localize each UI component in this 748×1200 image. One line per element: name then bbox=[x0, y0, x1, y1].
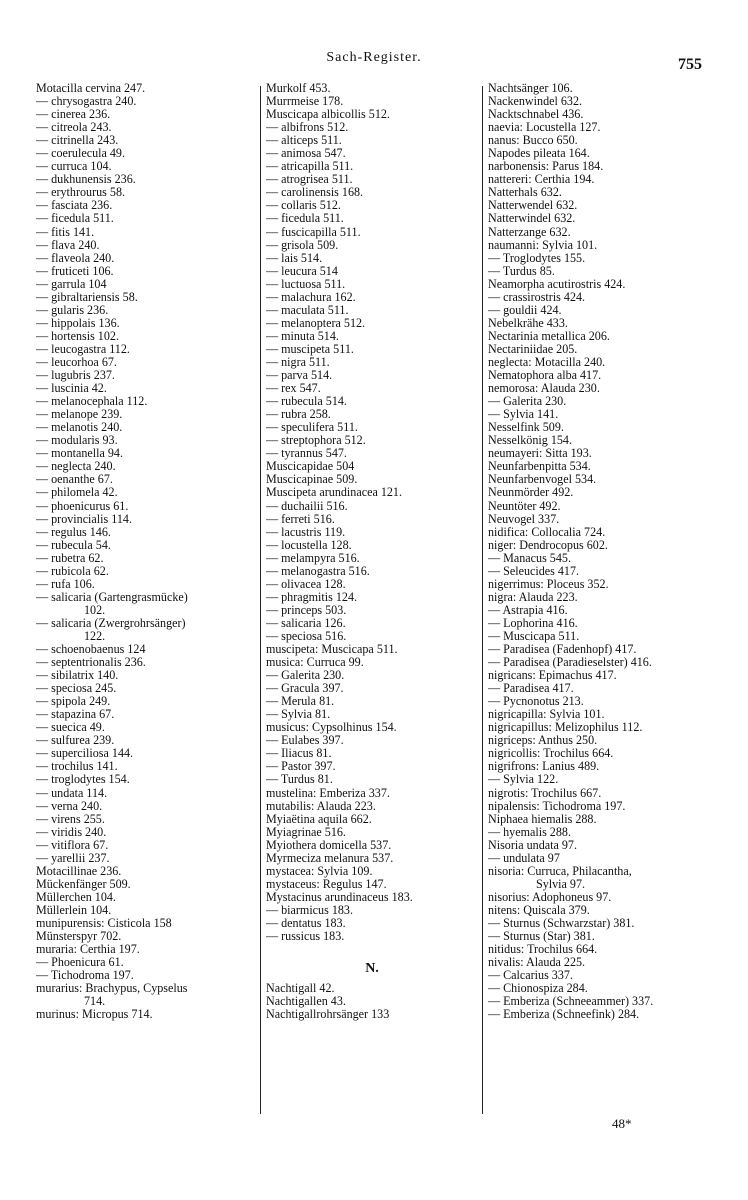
index-entry: — fasciata 236. bbox=[36, 198, 113, 213]
index-column-3 bbox=[488, 82, 716, 1021]
index-entry: nemorosa: Alauda 230. bbox=[488, 381, 600, 396]
index-entry: mystacea: Sylvia 109. bbox=[266, 863, 373, 878]
index-entry: nigricapilla: Sylvia 101. bbox=[488, 707, 605, 722]
page-number: 755 bbox=[678, 56, 702, 73]
index-entry: — minuta 514. bbox=[266, 328, 339, 343]
index-entry: mutabilis: Alauda 223. bbox=[266, 798, 376, 813]
index-entry: — Manacus 545. bbox=[488, 550, 571, 565]
index-entry: — Seleucides 417. bbox=[488, 563, 580, 578]
index-entry: — melanocephala 112. bbox=[36, 394, 148, 409]
index-entry: — citreola 243. bbox=[36, 120, 112, 135]
index-entry: — Merula 81. bbox=[266, 694, 335, 709]
index-entry: — Sylvia 81. bbox=[266, 707, 331, 722]
index-entry: — Galerita 230. bbox=[266, 668, 345, 683]
index-entry: Murrmeise 178. bbox=[266, 94, 344, 109]
index-entry: Muscipeta arundinacea 121. bbox=[266, 485, 403, 500]
index-entry: nidifica: Collocalia 724. bbox=[488, 524, 606, 539]
index-entry: — septentrionalis 236. bbox=[36, 655, 146, 670]
index-column-2 bbox=[266, 82, 478, 1021]
index-entry: 102. bbox=[84, 602, 106, 617]
index-entry: muscipeta: Muscicapa 511. bbox=[266, 642, 398, 657]
index-entry: murarius: Brachypus, Cypselus bbox=[36, 981, 188, 996]
index-entry: Münsterspyr 702. bbox=[36, 929, 122, 944]
index-entry: — duchailii 516. bbox=[266, 498, 348, 513]
index-entry: — crassirostris 424. bbox=[488, 289, 586, 304]
index-entry: — virens 255. bbox=[36, 811, 105, 826]
index-entry: — alticeps 511. bbox=[266, 133, 342, 148]
index-entry: — streptophora 512. bbox=[266, 433, 366, 448]
index-entry: — locustella 128. bbox=[266, 537, 352, 552]
index-entry: — Pastor 397. bbox=[266, 759, 336, 774]
column-divider bbox=[260, 86, 261, 1114]
index-entry: — citrinella 243. bbox=[36, 133, 119, 148]
index-entry: — ferreti 516. bbox=[266, 511, 335, 526]
spacer bbox=[266, 943, 478, 956]
index-entry: — dentatus 183. bbox=[266, 916, 346, 930]
index-entry: — atrogrisea 511. bbox=[266, 172, 353, 187]
index-entry: narbonensis: Parus 184. bbox=[488, 159, 604, 174]
index-entry: Nesselfink 509. bbox=[488, 420, 564, 435]
index-entry: Natterwendel 632. bbox=[488, 198, 578, 213]
index-entry: Neunfarbenvogel 534. bbox=[488, 472, 597, 487]
index-entry: Natterzange 632. bbox=[488, 224, 571, 239]
index-entry: muraria: Certhia 197. bbox=[36, 942, 140, 957]
index-entry: — hyemalis 288. bbox=[488, 824, 571, 839]
index-entry: — rubecula 514. bbox=[266, 394, 347, 409]
index-entry: Nacktschnabel 436. bbox=[488, 107, 584, 122]
index-entry: — collaris 512. bbox=[266, 198, 341, 213]
index-entry: Murkolf 453. bbox=[266, 82, 331, 95]
index-entry: — parva 514. bbox=[266, 368, 333, 383]
index-entry: — luctuosa 511. bbox=[266, 276, 346, 291]
index-entry: Mückenfänger 509. bbox=[36, 876, 131, 891]
index-entry: — grisola 509. bbox=[266, 237, 339, 252]
index-entry: naevia: Locustella 127. bbox=[488, 120, 601, 135]
index-entry: — lugubris 237. bbox=[36, 368, 115, 383]
index-entry: — speciosa 245. bbox=[36, 681, 117, 696]
index-entry: neglecta: Motacilla 240. bbox=[488, 354, 606, 369]
index-entry: — spipola 249. bbox=[36, 694, 111, 709]
index-entry: — Galerita 230. bbox=[488, 394, 567, 409]
index-entry: — speculifera 511. bbox=[266, 420, 358, 435]
index-entry: Myiagrinae 516. bbox=[266, 824, 346, 839]
index-entry: — salicaria (Zwergrohrsänger) bbox=[36, 615, 186, 630]
index-entry: 714. bbox=[84, 994, 106, 1009]
index-entry: Müllerlein 104. bbox=[36, 902, 112, 917]
index-entry: Nectarinia metallica 206. bbox=[488, 328, 610, 343]
index-entry: — sibilatrix 140. bbox=[36, 668, 119, 683]
index-entry: Nachtigallrohrsänger 133 bbox=[266, 1007, 390, 1022]
index-entry: — Sylvia 122. bbox=[488, 772, 559, 787]
index-entry: — Sturnus (Star) 381. bbox=[488, 929, 595, 944]
index-entry: Muscicapidae 504 bbox=[266, 459, 355, 474]
index-entry: — Sturnus (Schwarzstar) 381. bbox=[488, 916, 635, 930]
index-entry: nisoria: Curruca, Philacantha, bbox=[488, 863, 632, 878]
index-entry: Nematophora alba 417. bbox=[488, 368, 602, 383]
index-entry: — Paradisea (Paradieselster) 416. bbox=[488, 655, 652, 670]
index-entry: — Turdus 85. bbox=[488, 263, 555, 278]
index-entry: Natterwindel 632. bbox=[488, 211, 576, 226]
index-entry: murinus: Micropus 714. bbox=[36, 1007, 153, 1022]
index-entry: — Sylvia 141. bbox=[488, 407, 559, 422]
index-entry: nivalis: Alauda 225. bbox=[488, 955, 586, 970]
index-entry: — Muscicapa 511. bbox=[488, 628, 580, 643]
index-entry: — melanotis 240. bbox=[36, 420, 123, 435]
index-entry: — ficedula 511. bbox=[36, 211, 114, 226]
index-entry: — gibraltariensis 58. bbox=[36, 289, 138, 304]
index-entry: Neuvogel 337. bbox=[488, 511, 560, 526]
index-entry: Nackenwindel 632. bbox=[488, 94, 583, 109]
index-entry: — maculata 511. bbox=[266, 302, 349, 317]
index-entry: — chrysogastra 240. bbox=[36, 94, 137, 109]
signature-mark: 48* bbox=[612, 1116, 632, 1131]
index-entry: — salicaria (Gartengrasmücke) bbox=[36, 589, 188, 604]
index-entry: Muscicapinae 509. bbox=[266, 472, 358, 487]
index-entry: — flaveola 240. bbox=[36, 250, 115, 265]
index-entry: — rubecula 54. bbox=[36, 537, 111, 552]
index-entry: — ficedula 511. bbox=[266, 211, 344, 226]
index-entry: — suecica 49. bbox=[36, 720, 105, 735]
index-entry: nigra: Alauda 223. bbox=[488, 589, 578, 604]
page-header-title: Sach-Register. bbox=[326, 50, 422, 65]
index-entry: — Gracula 397. bbox=[266, 681, 344, 696]
index-entry: Neunmörder 492. bbox=[488, 485, 574, 500]
index-entry: — atricapilla 511. bbox=[266, 159, 354, 174]
index-entry: — melanope 239. bbox=[36, 407, 123, 422]
index-entry: — superciliosa 144. bbox=[36, 746, 134, 761]
index-entry: — coerulecula 49. bbox=[36, 146, 125, 161]
index-entry: — modularis 93. bbox=[36, 433, 118, 448]
index-entry: Myiaëtina aquila 662. bbox=[266, 811, 372, 826]
index-entry: — hortensis 102. bbox=[36, 328, 119, 343]
index-entry: — nigra 511. bbox=[266, 354, 330, 369]
index-entry: Sylvia 97. bbox=[536, 876, 586, 891]
index-entry: Nachtigallen 43. bbox=[266, 994, 346, 1009]
index-entry: — Eulabes 397. bbox=[266, 733, 344, 748]
column-divider bbox=[482, 86, 483, 1114]
index-entry: Neunfarbenpitta 534. bbox=[488, 459, 591, 474]
index-entry: — provincialis 114. bbox=[36, 511, 132, 526]
index-entry: neumayeri: Sitta 193. bbox=[488, 446, 592, 461]
index-entry: — carolinensis 168. bbox=[266, 185, 364, 200]
index-entry: mustelina: Emberiza 337. bbox=[266, 785, 390, 800]
index-entry: — trochilus 141. bbox=[36, 759, 118, 774]
index-entry: Nesselkönig 154. bbox=[488, 433, 572, 448]
index-entry: Nachtsänger 106. bbox=[488, 82, 573, 95]
index-entry: — albifrons 512. bbox=[266, 120, 349, 135]
index-entry: — verna 240. bbox=[36, 798, 103, 813]
index-entry: Myrmeciza melanura 537. bbox=[266, 850, 394, 865]
index-entry: — troglodytes 154. bbox=[36, 772, 130, 787]
index-entry: — Paradisea (Fadenhopf) 417. bbox=[488, 642, 637, 657]
index-entry: Muscicapa albicollis 512. bbox=[266, 107, 390, 122]
index-entry: Napodes pileata 164. bbox=[488, 146, 590, 161]
index-entry: — melanoptera 512. bbox=[266, 315, 366, 330]
index-entry: — Emberiza (Schneeammer) 337. bbox=[488, 994, 654, 1009]
index-entry: — tyrannus 547. bbox=[266, 446, 347, 461]
index-entry: Myiothera domicella 537. bbox=[266, 837, 392, 852]
index-entry: — olivacea 128. bbox=[266, 576, 346, 591]
index-entry: nanus: Bucco 650. bbox=[488, 133, 578, 148]
index-entry: nisorius: Adophoneus 97. bbox=[488, 889, 612, 904]
index-entry: Müllerchen 104. bbox=[36, 889, 116, 904]
index-entry: — leucorhoa 67. bbox=[36, 354, 117, 369]
index-entry: — russicus 183. bbox=[266, 929, 345, 944]
index-entry: niger: Dendrocopus 602. bbox=[488, 537, 608, 552]
index-entry: Nectariniidae 205. bbox=[488, 341, 578, 356]
index-entry: — yarellii 237. bbox=[36, 850, 110, 865]
index-entry: — melanogastra 516. bbox=[266, 563, 370, 578]
index-entry: — malachura 162. bbox=[266, 289, 356, 304]
index-entry: musica: Curruca 99. bbox=[266, 655, 364, 670]
index-entry: — Iliacus 81. bbox=[266, 746, 332, 761]
index-entry: — Troglodytes 155. bbox=[488, 250, 586, 265]
index-entry: — undata 114. bbox=[36, 785, 108, 800]
index-entry: — Tichodroma 197. bbox=[36, 968, 134, 983]
index-entry: — curruca 104. bbox=[36, 159, 112, 174]
index-entry: — neglecta 240. bbox=[36, 459, 116, 474]
index-entry: — rubicola 62. bbox=[36, 563, 109, 578]
index-entry: — lacustris 119. bbox=[266, 524, 346, 539]
index-entry: — biarmicus 183. bbox=[266, 902, 353, 917]
index-entry: nitidus: Trochilus 664. bbox=[488, 942, 598, 957]
index-entry: nigricans: Epimachus 417. bbox=[488, 668, 617, 683]
index-entry: — Pycnonotus 213. bbox=[488, 694, 584, 709]
index-entry: — Lophorina 416. bbox=[488, 615, 578, 630]
index-entry: — gularis 236. bbox=[36, 302, 109, 317]
index-entry: nigrotis: Trochilus 667. bbox=[488, 785, 602, 800]
index-entry: — cinerea 236. bbox=[36, 107, 111, 122]
index-entry: — regulus 146. bbox=[36, 524, 111, 539]
index-entry: — Calcarius 337. bbox=[488, 968, 573, 983]
index-entry: Neuntöter 492. bbox=[488, 498, 561, 513]
index-entry: — rubra 258. bbox=[266, 407, 331, 422]
index-entry: Nebelkrähe 433. bbox=[488, 315, 568, 330]
index-entry: — fuscicapilla 511. bbox=[266, 224, 361, 239]
index-column-1 bbox=[36, 82, 258, 1021]
index-entry: — speciosa 516. bbox=[266, 628, 347, 643]
index-entry: nigrifrons: Lanius 489. bbox=[488, 759, 600, 774]
index-entry: — Paradisea 417. bbox=[488, 681, 574, 696]
index-entry: Motacillinae 236. bbox=[36, 863, 122, 878]
index-entry: nigriceps: Anthus 250. bbox=[488, 733, 598, 748]
index-entry: Motacilla cervina 247. bbox=[36, 82, 146, 95]
index-entry: — montanella 94. bbox=[36, 446, 123, 461]
index-entry: munipurensis: Cisticola 158 bbox=[36, 916, 172, 930]
index-entry: — Emberiza (Schneefink) 284. bbox=[488, 1007, 640, 1022]
index-entry: — Phoenicura 61. bbox=[36, 955, 124, 970]
index-entry: Mystacinus arundinaceus 183. bbox=[266, 889, 413, 904]
index-entry: — gouldii 424. bbox=[488, 302, 562, 317]
index-entry: nipalensis: Tichodroma 197. bbox=[488, 798, 626, 813]
index-entry: Neamorpha acutirostris 424. bbox=[488, 276, 626, 291]
index-entry: — phoenicurus 61. bbox=[36, 498, 129, 513]
index-entry: — muscipeta 511. bbox=[266, 341, 354, 356]
index-entry: — fruticeti 106. bbox=[36, 263, 114, 278]
index-entry: — rubetra 62. bbox=[36, 550, 104, 565]
index-entry: nigerrimus: Ploceus 352. bbox=[488, 576, 609, 591]
index-entry: — rex 547. bbox=[266, 381, 321, 396]
index-entry: — Chionospiza 284. bbox=[488, 981, 588, 996]
index-entry: — fitis 141. bbox=[36, 224, 95, 239]
index-entry: — garrula 104 bbox=[36, 276, 107, 291]
index-entry: — salicaria 126. bbox=[266, 615, 346, 630]
index-entry: — flava 240. bbox=[36, 237, 100, 252]
index-entry: — philomela 42. bbox=[36, 485, 118, 500]
index-entry: nattereri: Certhia 194. bbox=[488, 172, 595, 187]
index-entry: — dukhunensis 236. bbox=[36, 172, 136, 187]
index-entry: — phragmitis 124. bbox=[266, 589, 358, 604]
index-entry: — animosa 547. bbox=[266, 146, 346, 161]
index-entry: Natterhals 632. bbox=[488, 185, 562, 200]
index-entry: naumanni: Sylvia 101. bbox=[488, 237, 598, 252]
index-entry: nigricapillus: Melizophilus 112. bbox=[488, 720, 643, 735]
index-entry: — leucogastra 112. bbox=[36, 341, 130, 356]
index-entry: — Turdus 81. bbox=[266, 772, 333, 787]
index-entry: — Astrapia 416. bbox=[488, 602, 568, 617]
index-entry: Nisoria undata 97. bbox=[488, 837, 578, 852]
index-entry: — viridis 240. bbox=[36, 824, 107, 839]
index-entry: — stapazina 67. bbox=[36, 707, 115, 722]
index-entry: mystaceus: Regulus 147. bbox=[266, 876, 387, 891]
index-entry: — vitiflora 67. bbox=[36, 837, 109, 852]
index-entry: — lais 514. bbox=[266, 250, 323, 265]
index-entry: — oenanthe 67. bbox=[36, 472, 113, 487]
index-entry: — hippolais 136. bbox=[36, 315, 120, 330]
index-entry: musicus: Cypsolhinus 154. bbox=[266, 720, 397, 735]
index-entry: Niphaea hiemalis 288. bbox=[488, 811, 597, 826]
index-entry: nigricollis: Trochilus 664. bbox=[488, 746, 614, 761]
section-letter: N. bbox=[365, 961, 379, 977]
index-entry: 122. bbox=[84, 628, 106, 643]
index-entry: — erythrourus 58. bbox=[36, 185, 126, 200]
index-entry: — schoenobaenus 124 bbox=[36, 642, 146, 657]
index-entry: — princeps 503. bbox=[266, 602, 347, 617]
index-entry: nitens: Quiscala 379. bbox=[488, 902, 590, 917]
index-entry: Nachtigall 42. bbox=[266, 981, 335, 996]
index-entry: — sulfurea 239. bbox=[36, 733, 115, 748]
index-entry: — rufa 106. bbox=[36, 576, 95, 591]
index-entry: — leucura 514 bbox=[266, 263, 338, 278]
index-entry: — undulata 97 bbox=[488, 850, 560, 865]
index-entry: — melampyra 516. bbox=[266, 550, 360, 565]
index-entry: — luscinia 42. bbox=[36, 381, 107, 396]
